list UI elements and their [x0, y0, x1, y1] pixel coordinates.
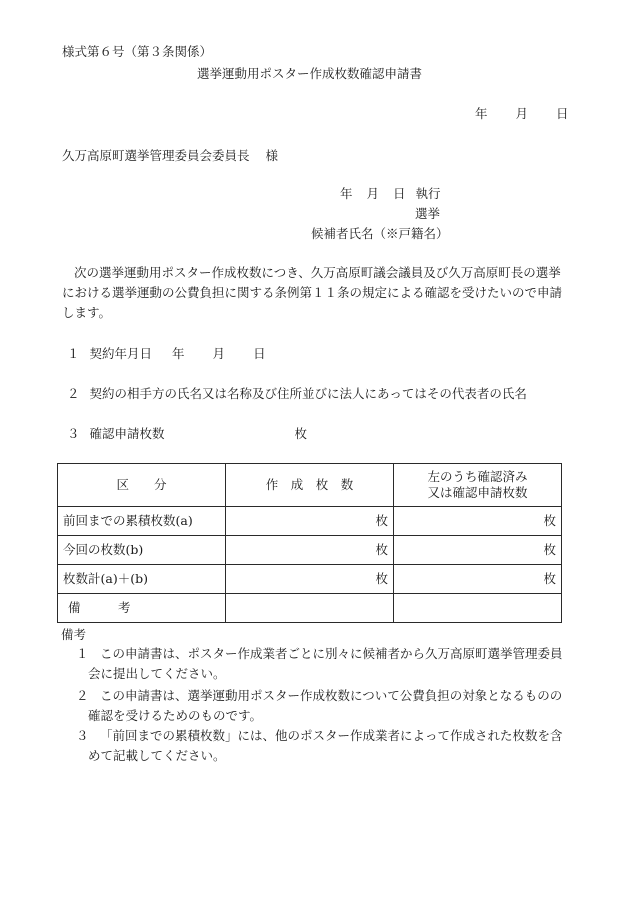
confirmed-count-cell: 枚 — [394, 536, 562, 565]
item-application-count — [67, 426, 307, 442]
election-date-line — [340, 186, 441, 202]
note-text: この申請書は、選挙運動用ポスター作成枚数について公費負担の対象となるものの確認を受けるためのものです。 — [88, 688, 563, 723]
header-confirmed-line1: 左のうち確認済み — [427, 469, 528, 484]
header-confirmed-line2: 又は確認申請枚数 — [427, 485, 528, 500]
candidate-name-label: 候補者氏名（※戸籍名） — [311, 226, 449, 241]
note-item — [62, 644, 574, 684]
note-item — [62, 726, 574, 766]
row-label: 枚数計(a)＋(b) — [58, 565, 226, 594]
item1-label: 契約年月日 — [89, 346, 153, 361]
item1-year: 年 — [172, 346, 185, 361]
election-year: 年 — [340, 186, 353, 201]
created-count-cell: 枚 — [226, 507, 394, 536]
notes-title: 備考 — [61, 627, 87, 642]
item1-number: １ — [67, 346, 80, 361]
election-word: 選挙 — [415, 206, 441, 221]
note-number: １ — [76, 646, 89, 661]
election-day: 日 — [393, 186, 406, 201]
table-row-remarks — [58, 594, 562, 623]
table-header-row — [58, 464, 562, 507]
table-row — [58, 565, 562, 594]
row-label: 今回の枚数(b) — [58, 536, 226, 565]
election-held: 執行 — [415, 186, 441, 201]
note-text: この申請書は、ポスター作成業者ごとに別々に候補者から久万高原町選挙管理委員会に提出してください。 — [88, 646, 563, 681]
addressee — [62, 148, 278, 164]
created-count-cell: 枚 — [226, 536, 394, 565]
note-number: ２ — [76, 688, 89, 703]
item3-number: ３ — [67, 426, 80, 441]
created-count-cell: 枚 — [226, 565, 394, 594]
confirmed-count-cell: 枚 — [394, 507, 562, 536]
date-line — [475, 106, 569, 122]
item-contract-date — [67, 346, 266, 362]
item1-day: 日 — [253, 346, 266, 361]
confirmed-count-cell: 枚 — [394, 565, 562, 594]
note-number: ３ — [76, 728, 89, 743]
header-created-count: 作 成 枚 数 — [226, 464, 394, 507]
item-contract-party — [67, 386, 527, 402]
application-body-text: 次の選挙運動用ポスター作成枚数につき、久万高原町議会議員及び久万高原町長の選挙における選挙運動の公費負担に関する条例第１１条の規定による確認を受けたいので申請します。 — [62, 265, 563, 320]
date-month: 月 — [515, 106, 529, 121]
form-number: 様式第６号（第３条関係） — [62, 44, 213, 59]
item1-month: 月 — [212, 346, 226, 361]
header-confirmed-count — [394, 464, 562, 507]
addressee-name: 久万高原町選挙管理委員会委員長 — [62, 148, 250, 163]
election-month: 月 — [366, 186, 380, 201]
header-category: 区 分 — [58, 464, 226, 507]
row-label: 備 考 — [58, 594, 226, 623]
item2-label: 契約の相手方の氏名又は名称及び住所並びに法人にあってはその代表者の氏名 — [89, 386, 527, 401]
note-text: 「前回までの累積枚数」には、他のポスター作成業者によって作成された枚数を含めて記載してください。 — [88, 728, 563, 763]
date-year: 年 — [475, 106, 488, 121]
note-item — [62, 686, 574, 726]
table-row — [58, 536, 562, 565]
item3-label: 確認申請枚数 — [89, 426, 165, 441]
document-title: 選挙運動用ポスター作成枚数確認申請書 — [197, 66, 423, 81]
table-row — [58, 507, 562, 536]
item3-unit: 枚 — [294, 426, 308, 441]
item2-number: ２ — [67, 386, 80, 401]
addressee-honorific: 様 — [265, 148, 279, 163]
row-label: 前回までの累積枚数(a) — [58, 507, 226, 536]
created-count-cell — [226, 594, 394, 623]
poster-count-table — [57, 463, 562, 623]
confirmed-count-cell — [394, 594, 562, 623]
date-day: 日 — [556, 106, 569, 121]
